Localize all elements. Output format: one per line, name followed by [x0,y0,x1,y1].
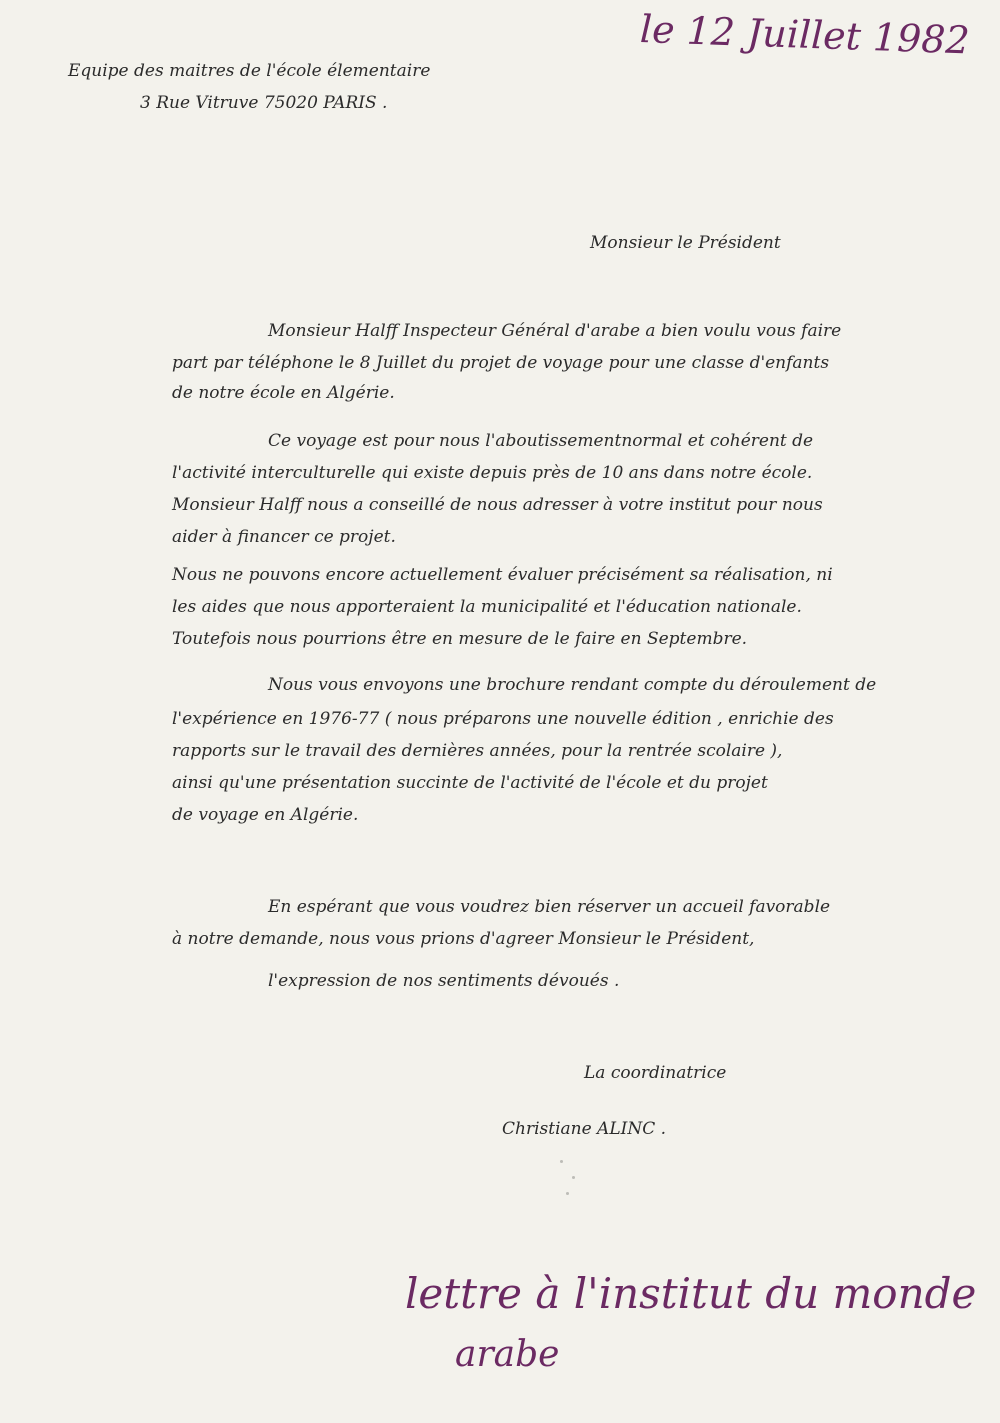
paragraph-2-line-1: Ce voyage est pour nous l'aboutissementnormal et cohérent de [268,431,814,451]
sender-line-2: 3 Rue Vitruve 75020 PARIS . [140,93,388,113]
handwritten-date: le 12 Juillet 1982 [639,7,971,63]
signature-name: Christiane ALINC . [502,1119,667,1139]
paragraph-1-line-2: part par téléphone le 8 Juillet du projet de voyage pour une classe d'enfants [172,353,830,373]
paragraph-3-line-4: ainsi qu'une présentation succinte de l'activité de l'école et du projet [172,773,768,793]
closing-line-2: à notre demande, nous vous prions d'agreer Monsieur le Président, [172,929,755,949]
sender-line-1: Equipe des maitres de l'école élementaire [68,61,431,81]
paragraph-1-line-1: Monsieur Halff Inspecteur Général d'arabe a bien voulu vous faire [268,321,842,341]
closing-line-3: l'expression de nos sentiments dévoués . [268,971,620,991]
stamp-mark [560,1160,563,1163]
paragraph-3-line-1: Nous vous envoyons une brochure rendant compte du déroulement de [268,675,877,695]
closing-line-1: En espérant que vous voudrez bien réserver un accueil favorable [268,897,831,917]
signature-title: La coordinatrice [584,1063,727,1083]
paragraph-3-line-2: l'expérience en 1976-77 ( nous préparons une nouvelle édition , enrichie des [172,709,834,729]
handwritten-annotation-line-2: arabe [455,1334,560,1375]
paragraph-2-line-2: l'activité interculturelle qui existe depuis près de 10 ans dans notre école. [172,463,813,483]
paragraph-2-line-4: aider à financer ce projet. [172,527,396,547]
paragraph-3-line-3: rapports sur le travail des dernières années, pour la rentrée scolaire ), [172,741,783,761]
stamp-mark [566,1192,569,1195]
paragraph-3-line-5: de voyage en Algérie. [172,805,359,825]
paragraph-2-line-7: Toutefois nous pourrions être en mesure de le faire en Septembre. [172,629,748,649]
salutation: Monsieur le Président [590,233,781,253]
paragraph-2-line-5: Nous ne pouvons encore actuellement évaluer précisément sa réalisation, ni [172,565,833,585]
stamp-mark [572,1176,575,1179]
paragraph-2-line-3: Monsieur Halff nous a conseillé de nous adresser à votre institut pour nous [172,495,823,515]
paragraph-1-line-3: de notre école en Algérie. [172,383,395,403]
handwritten-annotation-line-1: lettre à l'institut du monde [405,1269,977,1318]
paragraph-2-line-6: les aides que nous apporteraient la municipalité et l'éducation nationale. [172,597,802,617]
